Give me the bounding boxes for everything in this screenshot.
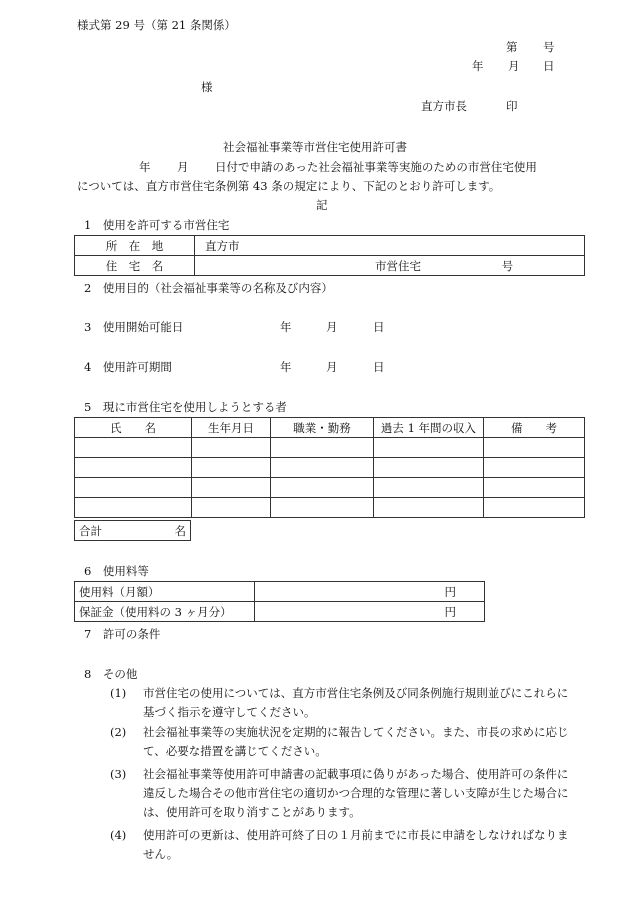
condition-item-4-num: (4)	[110, 828, 127, 842]
table-row	[75, 478, 585, 498]
section5-title: 5 現に市営住宅を使用しようとする者	[84, 400, 287, 414]
fee-monthly-label: 使用料（月額）	[75, 582, 255, 602]
condition-item-3-text: 社会福祉事業等使用許可申請書の記載事項に偽りがあった場合、使用許可の条件に違反した場合その他市営住宅の適切かつ合理的な管理に著しい支障が生じた場合には、使用許可を取り消すことがあります。	[143, 767, 569, 819]
section4-title: 4 使用許可期間	[84, 360, 172, 374]
section2-title: 2 使用目的（社会福祉事業等の名称及び内容）	[84, 281, 333, 295]
deposit-unit-text: 円	[444, 604, 456, 619]
condition-item-4-text: 使用許可の更新は、使用許可終了日の１月前までに市長に申請をしなければなりません。	[143, 828, 569, 861]
housing-table	[74, 235, 585, 276]
section7-title: 7 許可の条件	[84, 627, 161, 641]
section4-year: 年	[280, 360, 292, 374]
document-title: 社会福祉事業等市営住宅使用許可書	[223, 140, 407, 154]
housing-value	[195, 256, 585, 276]
header-income: 過去 1 年間の収入	[374, 418, 484, 438]
document-number-go: 号	[543, 40, 555, 54]
intro-year: 年	[139, 160, 151, 174]
section1-title: 1 使用を許可する市営住宅	[84, 218, 230, 232]
deposit-label: 保証金（使用料の 3 ヶ月分）	[75, 602, 255, 622]
section3-year: 年	[280, 320, 292, 334]
condition-item-2-text: 社会福祉事業等の実施状況を定期的に報告してください。また、市長の求めに応じて、必要な措置を講じてください。	[143, 725, 569, 758]
addressee-sama: 様	[201, 80, 213, 94]
header-name: 氏 名	[75, 418, 192, 438]
location-value-text: 直方市	[205, 238, 240, 253]
table-row	[75, 438, 585, 458]
section3-day: 日	[373, 320, 385, 334]
section6-title: 6 使用料等	[84, 564, 149, 578]
issue-date-year: 年	[472, 59, 484, 73]
housing-suffix: 市営住宅	[375, 258, 421, 273]
issuer-mayor: 直方市長	[421, 99, 467, 113]
housing-label: 住 宅 名	[75, 256, 195, 276]
intro-line1: 日付で申請のあった社会福祉事業等実施のための市営住宅使用	[215, 160, 537, 174]
issue-date-day: 日	[543, 59, 555, 73]
total-label: 合計	[79, 523, 102, 538]
intro-month: 月	[177, 160, 189, 174]
intro-line2: については、直方市営住宅条例第 43 条の規定により、下記のとおり許可します。	[77, 179, 501, 193]
total-table	[74, 520, 191, 541]
section4-day: 日	[373, 360, 385, 374]
location-value	[195, 236, 585, 256]
section3-month: 月	[326, 320, 338, 334]
header-occupation: 職業・勤務	[271, 418, 374, 438]
condition-item-2-num: (2)	[110, 725, 127, 739]
condition-item-1-num: (1)	[110, 686, 127, 700]
table-row	[75, 458, 585, 478]
total-cell	[75, 521, 191, 541]
section8-title: 8 その他	[84, 667, 138, 681]
housing-go: 号	[501, 258, 514, 273]
seal-mark: 印	[506, 99, 518, 113]
section3-title: 3 使用開始可能日	[84, 320, 184, 334]
condition-item-3-num: (3)	[110, 767, 127, 781]
condition-item-4	[110, 826, 575, 864]
deposit-unit	[255, 602, 485, 622]
condition-item-3	[110, 765, 575, 822]
issue-date-month: 月	[508, 59, 520, 73]
fees-table	[74, 581, 485, 622]
total-unit: 名	[174, 523, 186, 538]
form-number: 様式第 29 号（第 21 条関係）	[77, 18, 236, 32]
ki-heading: 記	[316, 198, 328, 212]
header-remarks: 備 考	[484, 418, 585, 438]
location-label: 所 在 地	[75, 236, 195, 256]
section4-month: 月	[326, 360, 338, 374]
table-row	[75, 498, 585, 518]
condition-item-2	[110, 723, 575, 761]
document-number-dai: 第	[506, 40, 518, 54]
occupants-table	[74, 417, 585, 518]
condition-item-1-text: 市営住宅の使用については、直方市営住宅条例及び同条例施行規則並びにこれらに基づく指示を遵守してください。	[143, 686, 569, 719]
fee-monthly-unit-text: 円	[444, 584, 456, 599]
header-birthdate: 生年月日	[192, 418, 271, 438]
condition-item-1	[110, 684, 575, 722]
fee-monthly-unit	[255, 582, 485, 602]
